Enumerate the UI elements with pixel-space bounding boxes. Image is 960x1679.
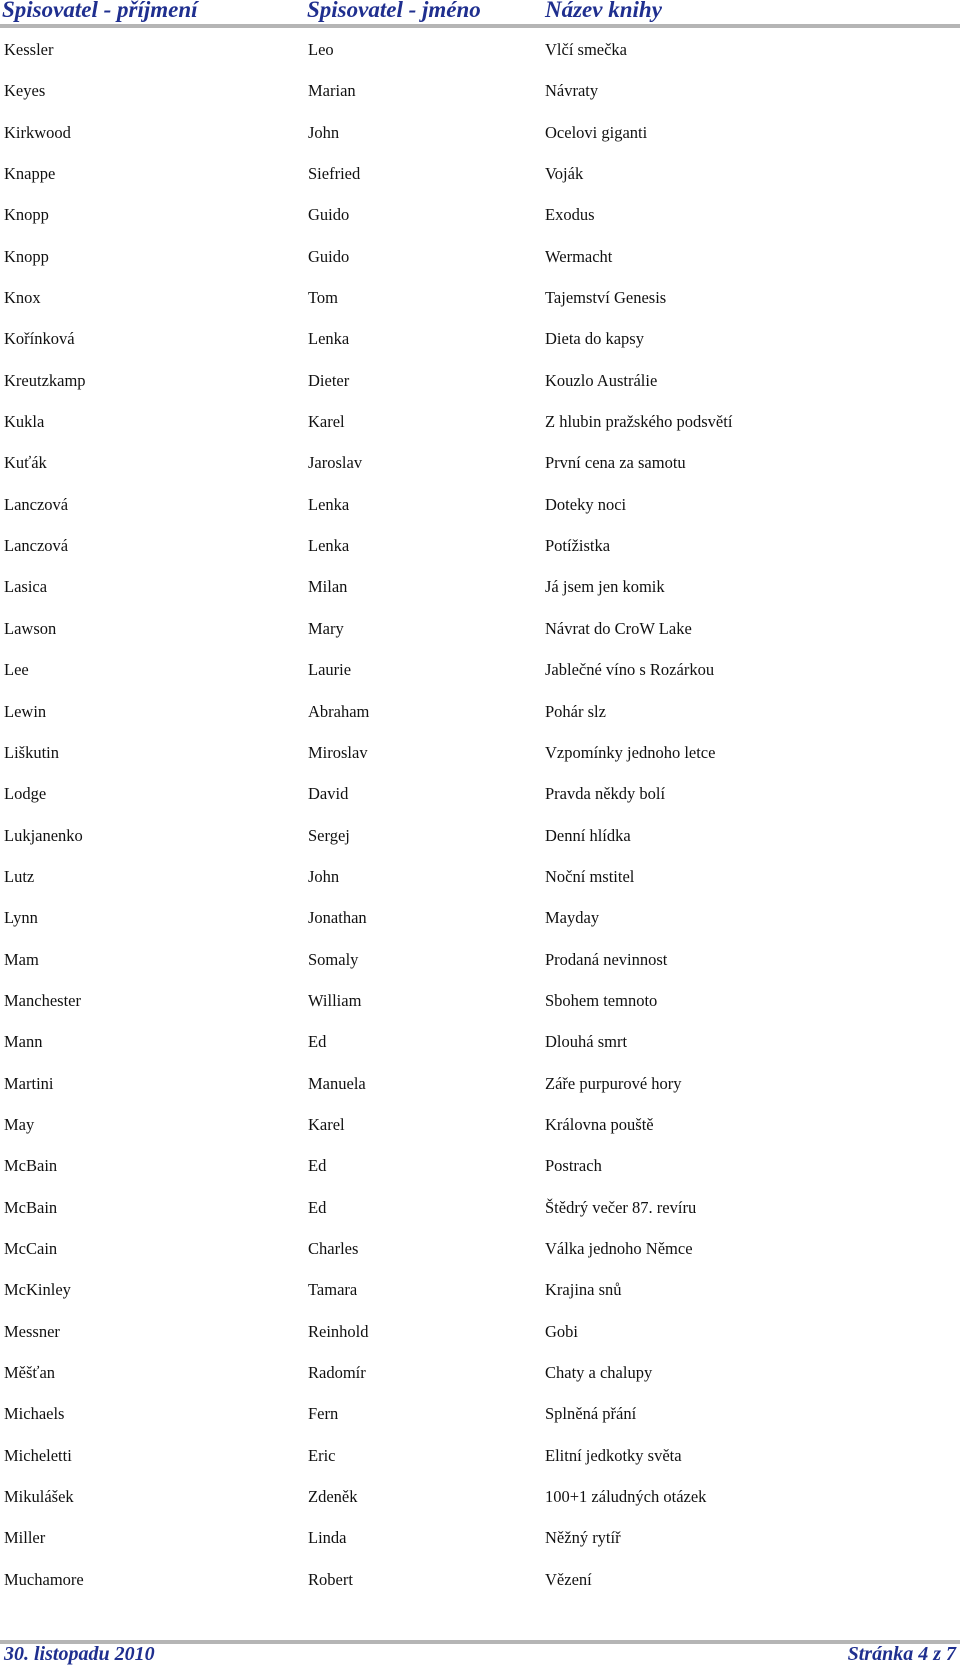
cell-book-title: Dlouhá smrt [545, 1032, 628, 1052]
table-row [0, 1146, 960, 1187]
cell-book-title: Vlčí smečka [545, 40, 628, 59]
cell-book-title: Chaty a chalupy [545, 1363, 653, 1382]
cell-firstname: Manuela [308, 1073, 366, 1093]
cell-firstname: Mary [308, 618, 344, 638]
cell-firstname: John [308, 866, 340, 886]
cell-book-title: Voják [545, 164, 584, 184]
cell-surname: Michaels [4, 1404, 65, 1424]
cell-firstname: Sergej [308, 825, 350, 845]
cell-surname: Lee [4, 660, 29, 680]
cell-book-title: Ocelovi giganti [545, 122, 648, 142]
cell-firstname: Guido [308, 205, 350, 225]
cell-book-title: Splněná přání [545, 1404, 637, 1424]
cell-surname: May [4, 1114, 35, 1134]
cell-firstname: Tamara [308, 1280, 358, 1300]
cell-book-title: Elitní jedkotky světa [545, 1445, 682, 1465]
cell-book-title: Exodus [545, 205, 595, 225]
cell-surname: McCain [4, 1238, 58, 1258]
table-row [0, 526, 960, 567]
cell-book-title: Tajemství Genesis [545, 288, 667, 308]
cell-book-title: Denní hlídka [545, 825, 631, 845]
table-header [0, 0, 960, 26]
cell-surname: Lanczová [4, 536, 69, 556]
table-row [0, 1560, 960, 1601]
header-divider [0, 24, 960, 28]
table-row [0, 1353, 960, 1394]
cell-book-title: Pohár slz [545, 701, 606, 721]
table-row [0, 567, 960, 608]
cell-surname: Manchester [4, 990, 81, 1010]
table-row [0, 113, 960, 154]
cell-book-title: Královna pouště [545, 1114, 654, 1134]
cell-book-title: Vězení [545, 1569, 592, 1589]
cell-firstname: Reinhold [308, 1321, 369, 1341]
table-row [0, 898, 960, 939]
footer-page-number: Stránka 4 z 7 [847, 1643, 956, 1665]
cell-surname: Kukla [4, 412, 45, 432]
table-row [0, 1188, 960, 1229]
cell-book-title: Prodaná nevinnost [545, 949, 668, 969]
footer-date: 30. listopadu 2010 [4, 1643, 155, 1665]
table-row [0, 237, 960, 278]
cell-book-title: Štědrý večer 87. revíru [545, 1197, 697, 1217]
cell-book-title: Dieta do kapsy [545, 329, 644, 349]
table-row [0, 1477, 960, 1518]
table-row [0, 1394, 960, 1435]
table-row [0, 1436, 960, 1477]
cell-surname: Miller [4, 1528, 46, 1548]
cell-firstname: Siefried [308, 164, 361, 184]
cell-surname: Lukjanenko [4, 825, 83, 845]
cell-book-title: Já jsem jen komik [545, 577, 665, 597]
cell-firstname: William [308, 990, 362, 1010]
table-row [0, 1064, 960, 1105]
table-row [0, 774, 960, 815]
table-row [0, 485, 960, 526]
cell-firstname: Lenka [308, 329, 350, 349]
cell-book-title: Z hlubin pražského podsvětí [545, 412, 733, 432]
cell-firstname: Ed [308, 1032, 327, 1052]
table-row [0, 361, 960, 402]
header-book-title: Název knihy [545, 0, 662, 22]
table-row [0, 402, 960, 443]
cell-surname: Keyes [4, 81, 46, 101]
book-table [0, 30, 960, 1601]
cell-book-title: Potížistka [545, 536, 611, 556]
cell-surname: Lasica [4, 577, 48, 597]
table-row [0, 30, 960, 71]
cell-firstname: Karel [308, 1114, 345, 1134]
cell-book-title: Mayday [545, 908, 600, 928]
table-row [0, 195, 960, 236]
cell-firstname: Robert [308, 1569, 353, 1589]
cell-book-title: Vzpomínky jednoho letce [545, 742, 716, 762]
table-row [0, 1229, 960, 1270]
cell-firstname: Lenka [308, 536, 350, 556]
cell-surname: Mann [4, 1032, 43, 1052]
cell-firstname: John [308, 122, 340, 142]
cell-surname: Lynn [4, 908, 38, 928]
cell-book-title: Pravda někdy bolí [545, 784, 666, 804]
table-row [0, 443, 960, 484]
cell-firstname: Radomír [308, 1363, 366, 1382]
cell-firstname: Tom [308, 288, 339, 308]
cell-book-title: Doteky noci [545, 494, 627, 514]
cell-firstname: Marian [308, 81, 356, 101]
cell-firstname: Miroslav [308, 742, 368, 762]
table-row [0, 1022, 960, 1063]
table-row [0, 940, 960, 981]
cell-book-title: Návraty [545, 81, 599, 101]
cell-surname: Martini [4, 1073, 54, 1093]
table-row [0, 154, 960, 195]
cell-surname: Kuťák [4, 453, 47, 473]
table-row [0, 1105, 960, 1146]
cell-firstname: Ed [308, 1197, 327, 1217]
table-row [0, 650, 960, 691]
cell-firstname: Charles [308, 1238, 359, 1258]
cell-book-title: Wermacht [545, 246, 613, 266]
cell-firstname: Eric [308, 1445, 336, 1465]
cell-surname: Lanczová [4, 494, 69, 514]
header-firstname: Spisovatel - jméno [307, 0, 481, 22]
table-row [0, 692, 960, 733]
header-surname: Spisovatel - příjmení [2, 0, 198, 22]
cell-surname: Mam [4, 949, 39, 969]
cell-book-title: Jablečné víno s Rozárkou [545, 660, 715, 680]
cell-surname: McKinley [4, 1280, 71, 1300]
cell-surname: Knappe [4, 164, 56, 184]
cell-book-title: 100+1 záludných otázek [545, 1487, 707, 1507]
cell-surname: Lutz [4, 866, 35, 886]
cell-surname: Knopp [4, 246, 49, 266]
table-row [0, 609, 960, 650]
cell-surname: McBain [4, 1197, 58, 1217]
cell-firstname: Guido [308, 246, 350, 266]
cell-book-title: Krajina snů [545, 1280, 622, 1300]
cell-book-title: Záře purpurové hory [545, 1073, 682, 1093]
cell-surname: Kirkwood [4, 122, 71, 142]
cell-book-title: První cena za samotu [545, 453, 686, 473]
cell-firstname: David [308, 784, 349, 804]
cell-surname: Lodge [4, 784, 47, 804]
cell-book-title: Noční mstitel [545, 866, 635, 886]
cell-firstname: Ed [308, 1156, 327, 1176]
cell-firstname: Dieter [308, 370, 350, 390]
cell-book-title: Návrat do CroW Lake [545, 618, 692, 638]
cell-firstname: Lenka [308, 494, 350, 514]
cell-surname: Knox [4, 288, 41, 308]
cell-surname: Měšťan [4, 1363, 56, 1382]
cell-book-title: Postrach [545, 1156, 602, 1176]
cell-firstname: Laurie [308, 660, 352, 680]
cell-firstname: Zdeněk [308, 1487, 358, 1507]
cell-surname: McBain [4, 1156, 58, 1176]
table-row [0, 816, 960, 857]
cell-book-title: Něžný rytíř [545, 1528, 621, 1548]
cell-surname: Messner [4, 1321, 60, 1341]
cell-book-title: Sbohem temnoto [545, 990, 658, 1010]
table-row [0, 1518, 960, 1559]
cell-book-title: Válka jednoho Němce [545, 1238, 693, 1258]
cell-surname: Kessler [4, 40, 54, 59]
cell-surname: Kreutzkamp [4, 370, 86, 390]
cell-firstname: Leo [308, 40, 334, 59]
table-row [0, 1312, 960, 1353]
table-row [0, 733, 960, 774]
cell-firstname: Milan [308, 577, 348, 597]
cell-firstname: Jonathan [308, 908, 367, 928]
cell-firstname: Somaly [308, 949, 359, 969]
table-row [0, 1270, 960, 1311]
table-row [0, 278, 960, 319]
cell-firstname: Abraham [308, 701, 370, 721]
cell-surname: Knopp [4, 205, 49, 225]
table-row [0, 71, 960, 112]
cell-surname: Mikulášek [4, 1487, 74, 1507]
table-row [0, 981, 960, 1022]
cell-book-title: Kouzlo Austrálie [545, 370, 658, 390]
cell-surname: Lewin [4, 701, 47, 721]
table-row [0, 319, 960, 360]
cell-surname: Kořínková [4, 329, 75, 349]
cell-surname: Muchamore [4, 1569, 84, 1589]
cell-firstname: Linda [308, 1528, 347, 1548]
cell-firstname: Fern [308, 1404, 339, 1424]
cell-firstname: Karel [308, 412, 345, 432]
cell-surname: Liškutin [4, 742, 60, 762]
cell-book-title: Gobi [545, 1321, 578, 1341]
cell-surname: Micheletti [4, 1445, 72, 1465]
cell-surname: Lawson [4, 618, 57, 638]
cell-firstname: Jaroslav [308, 453, 363, 473]
table-row [0, 857, 960, 898]
